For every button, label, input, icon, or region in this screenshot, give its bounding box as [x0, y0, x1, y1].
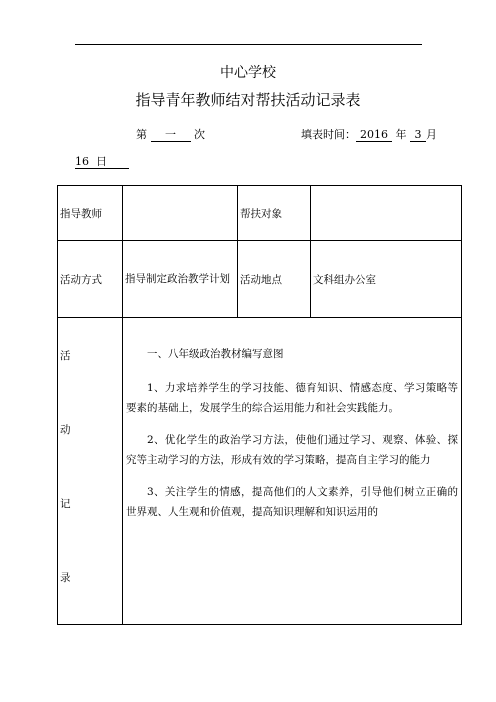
session-line — [136, 128, 205, 142]
session-number: 一 — [151, 128, 191, 142]
record-label-char: 记 — [60, 498, 71, 510]
record-label-char: 动 — [60, 424, 71, 436]
top-rule — [75, 44, 422, 45]
date-year: 2016 — [356, 128, 392, 142]
date-day: 16 — [75, 155, 89, 168]
method-value[interactable]: 指导制定政治教学计划 — [123, 241, 238, 318]
date-year-unit: 年 — [395, 128, 407, 141]
session-suffix: 次 — [194, 128, 205, 141]
location-label-text: 活动地点 — [240, 273, 282, 286]
table-row — [58, 241, 462, 318]
table-row — [58, 186, 462, 241]
date-month: 3 — [410, 128, 426, 142]
record-content[interactable] — [123, 318, 462, 625]
method-label — [58, 241, 123, 318]
school-name: 中心学校 — [220, 65, 276, 81]
record-paragraph: 3、关注学生的情感，提高他们的人文素养，引导他们树立正确的世界观、人生观和价值观，提高知识理解和知识运用的 — [126, 486, 458, 518]
record-table — [57, 185, 462, 625]
date-day-line — [75, 155, 129, 169]
record-label-char: 活 — [60, 350, 71, 362]
record-paragraph: 1、力求培养学生的学习技能、德育知识、情感态度、学习策略等要素的基础上，发展学生的综合运用能力和社会实践能力。 — [126, 382, 458, 414]
date-label: 填表时间： — [301, 128, 356, 141]
mentor-label-text: 指导教师 — [60, 207, 102, 220]
mentor-label — [58, 186, 123, 241]
session-prefix: 第 — [136, 128, 147, 141]
record-paragraph: 2、优化学生的政治学习方法，使他们通过学习、观察、体验、探究等主动学习的方法，形成有效的学习策略，提高自主学习的能力 — [126, 434, 458, 466]
record-label — [58, 318, 123, 625]
table-row — [58, 318, 462, 625]
date-month-unit: 月 — [426, 128, 437, 141]
record-paragraph: 一、八年级政治教材编写意图 — [147, 348, 284, 360]
record-text — [123, 318, 461, 522]
record-label-stack — [58, 318, 122, 624]
mentee-value[interactable] — [311, 186, 462, 241]
method-label-text: 活动方式 — [60, 273, 102, 286]
form-title: 指导青年教师结对帮扶活动记录表 — [135, 91, 361, 109]
date-line — [301, 128, 437, 142]
date-day-field — [75, 155, 129, 169]
mentor-value[interactable] — [123, 186, 238, 241]
record-label-char: 录 — [60, 572, 71, 584]
date-day-unit: 日 — [96, 155, 107, 168]
mentee-label — [238, 186, 311, 241]
mentee-label-text: 帮扶对象 — [240, 207, 282, 220]
location-value[interactable]: 文科组办公室 — [311, 241, 462, 318]
location-label — [238, 241, 311, 318]
